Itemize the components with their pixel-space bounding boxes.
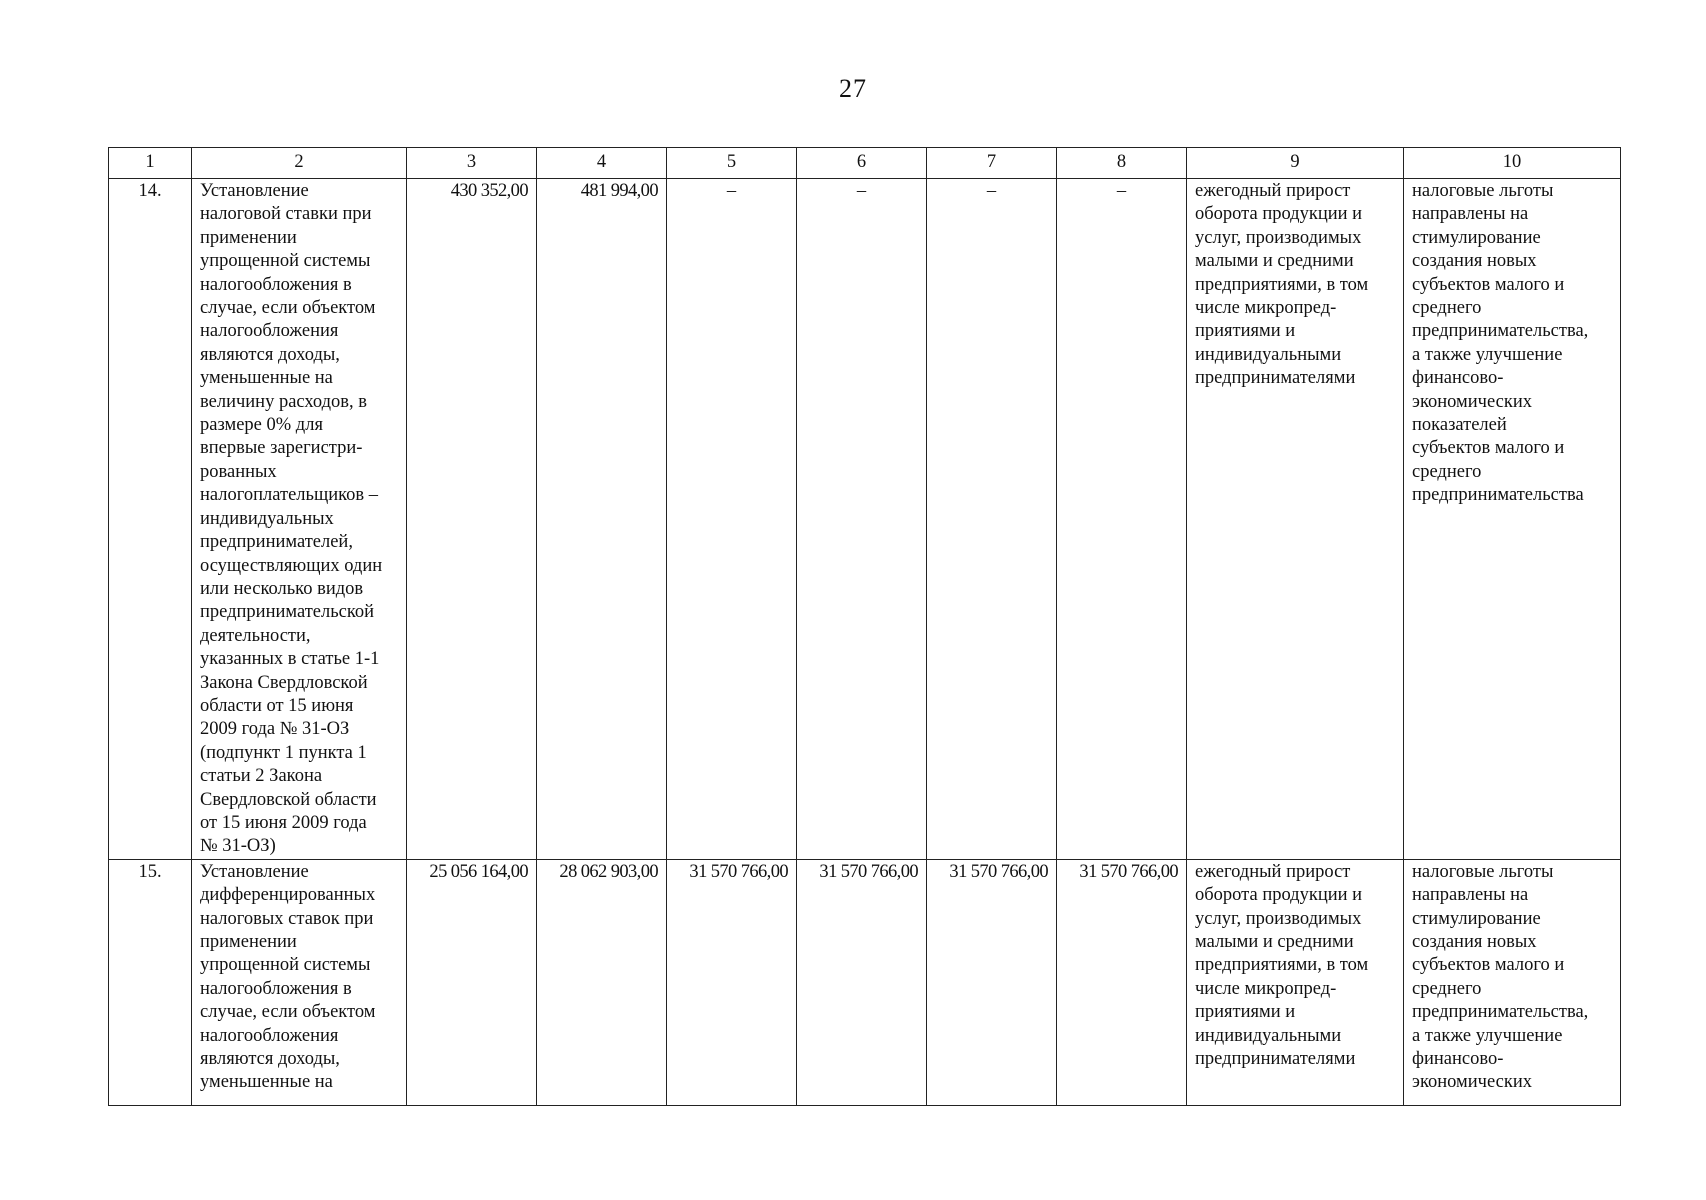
text-line: создания новых: [1412, 251, 1537, 272]
value-cell: –: [927, 179, 1057, 860]
text-line: оборота продукции и: [1195, 204, 1363, 225]
text-line: от 15 июня 2009 года: [200, 812, 367, 833]
text-line: являются доходы,: [200, 344, 340, 365]
text-line: ежегодный прирост: [1195, 861, 1351, 882]
text-line: налоговых ставок при: [200, 908, 374, 929]
text-line: 2009 года № 31-ОЗ: [200, 719, 350, 740]
text-line: налогоплательщиков –: [200, 485, 379, 506]
header-cell: 5: [667, 148, 797, 179]
text-line: субъектов малого и: [1412, 438, 1565, 459]
text-line: Установление: [200, 861, 309, 882]
text-line: создания новых: [1412, 932, 1537, 952]
value-cell: 31 570 766,00: [927, 859, 1057, 1105]
table-row: [109, 859, 1621, 1105]
text-line: размере 0% для: [200, 415, 323, 436]
header-cell: 8: [1057, 148, 1187, 179]
value-cell: 481 994,00: [537, 179, 667, 860]
row-number: 14.: [109, 179, 192, 860]
text-line: величину расходов, в: [200, 391, 368, 412]
text-line: приятиями и: [1195, 1002, 1296, 1023]
value-cell: –: [667, 179, 797, 860]
text-line: стимулирование: [1412, 908, 1541, 929]
header-cell: 1: [109, 148, 192, 179]
text-line: упрощенной системы: [200, 251, 371, 272]
text-line: деятельности,: [200, 625, 311, 646]
text-line: индивидуальными: [1195, 1025, 1342, 1046]
text-line: являются доходы,: [200, 1049, 340, 1070]
value-cell: –: [797, 179, 927, 860]
text-line: № 31-ОЗ): [200, 836, 276, 857]
text-line: предпринимателей,: [200, 532, 353, 553]
table-row: [109, 179, 1621, 860]
text-line: а также улучшение: [1412, 1025, 1563, 1046]
text-line: налоговой ставки при: [200, 204, 372, 225]
page-number: 27: [839, 74, 867, 103]
text-line: услуг, производимых: [1195, 908, 1362, 929]
text-line: среднего: [1412, 461, 1482, 482]
text-line: налогообложения в: [200, 978, 352, 999]
text-line: а также улучшение: [1412, 344, 1563, 365]
text-line: налоговые льготы: [1412, 181, 1554, 201]
text-line: направлены на: [1412, 204, 1529, 225]
text-line: субъектов малого и: [1412, 955, 1565, 976]
text-line: уменьшенные на: [200, 368, 333, 389]
text-line: числе микропред-: [1195, 978, 1337, 999]
text-line: индивидуальных: [200, 508, 334, 529]
text-line: случае, если объектом: [200, 298, 376, 319]
text-line: налоговые льготы: [1412, 861, 1554, 882]
text-line: приятиями и: [1195, 321, 1296, 342]
text-line: дифференцированных: [200, 885, 376, 906]
header-cell: 4: [537, 148, 667, 179]
text-line: финансово-: [1412, 1049, 1504, 1070]
text-line: налогообложения: [200, 1025, 339, 1046]
text-line: малыми и средними: [1195, 932, 1354, 952]
text-line: индивидуальными: [1195, 344, 1342, 365]
text-line: предприятиями, в том: [1195, 274, 1369, 295]
text-line: среднего: [1412, 978, 1482, 999]
value-cell: 25 056 164,00: [407, 859, 537, 1105]
header-cell: 2: [192, 148, 407, 179]
text-line: уменьшенные на: [200, 1072, 333, 1093]
header-cell: 3: [407, 148, 537, 179]
text-line: стимулирование: [1412, 227, 1541, 248]
text-line: предпринимательства,: [1412, 1002, 1589, 1023]
text-line: ежегодный прирост: [1195, 181, 1351, 201]
header-cell: 10: [1404, 148, 1621, 179]
value-cell: 31 570 766,00: [797, 859, 927, 1105]
text-line: направлены на: [1412, 885, 1529, 906]
value-cell: 31 570 766,00: [1057, 859, 1187, 1105]
text-line: экономических: [1412, 1072, 1532, 1093]
text-line: малыми и средними: [1195, 251, 1354, 272]
value-cell: 31 570 766,00: [667, 859, 797, 1105]
row-description: [192, 179, 407, 860]
text-line: случае, если объектом: [200, 1002, 376, 1023]
target-indicator: [1187, 179, 1404, 860]
text-line: Свердловской области: [200, 789, 377, 810]
benefits-table: [108, 147, 1621, 1106]
text-line: услуг, производимых: [1195, 227, 1362, 248]
text-line: области от 15 июня: [200, 695, 354, 716]
value-cell: 430 352,00: [407, 179, 537, 860]
text-line: налогообложения в: [200, 274, 352, 295]
header-cell: 9: [1187, 148, 1404, 179]
text-line: указанных в статье 1-1: [200, 649, 380, 670]
text-line: среднего: [1412, 298, 1482, 319]
benefit-purpose: [1404, 179, 1621, 860]
text-line: финансово-: [1412, 368, 1504, 389]
value-cell: 28 062 903,00: [537, 859, 667, 1105]
row-number: 15.: [109, 859, 192, 1105]
text-line: осуществляющих один: [200, 555, 383, 576]
text-line: предприятиями, в том: [1195, 955, 1369, 976]
text-line: (подпункт 1 пункта 1: [200, 742, 367, 763]
text-line: субъектов малого и: [1412, 274, 1565, 295]
text-line: показателей: [1412, 415, 1507, 436]
row-description: [192, 859, 407, 1105]
text-line: применении: [200, 227, 297, 248]
target-indicator: [1187, 859, 1404, 1105]
text-line: Закона Свердловской: [200, 672, 368, 693]
text-line: числе микропред-: [1195, 298, 1337, 319]
text-line: предпринимательской: [200, 602, 375, 623]
text-line: рованных: [200, 461, 277, 482]
text-line: предпринимателями: [1195, 368, 1356, 389]
text-line: экономических: [1412, 391, 1532, 412]
text-line: статьи 2 Закона: [200, 766, 323, 787]
text-line: применении: [200, 932, 297, 952]
header-row: [109, 148, 1621, 179]
text-line: или несколько видов: [200, 578, 364, 599]
benefit-purpose: [1404, 859, 1621, 1105]
text-line: Установление: [200, 181, 309, 201]
text-line: впервые зарегистри-: [200, 438, 363, 459]
text-line: предпринимателями: [1195, 1049, 1356, 1070]
text-line: оборота продукции и: [1195, 885, 1363, 906]
header-cell: 6: [797, 148, 927, 179]
header-cell: 7: [927, 148, 1057, 179]
text-line: предпринимательства: [1412, 485, 1584, 506]
text-line: упрощенной системы: [200, 955, 371, 976]
text-line: налогообложения: [200, 321, 339, 342]
text-line: предпринимательства,: [1412, 321, 1589, 342]
value-cell: –: [1057, 179, 1187, 860]
